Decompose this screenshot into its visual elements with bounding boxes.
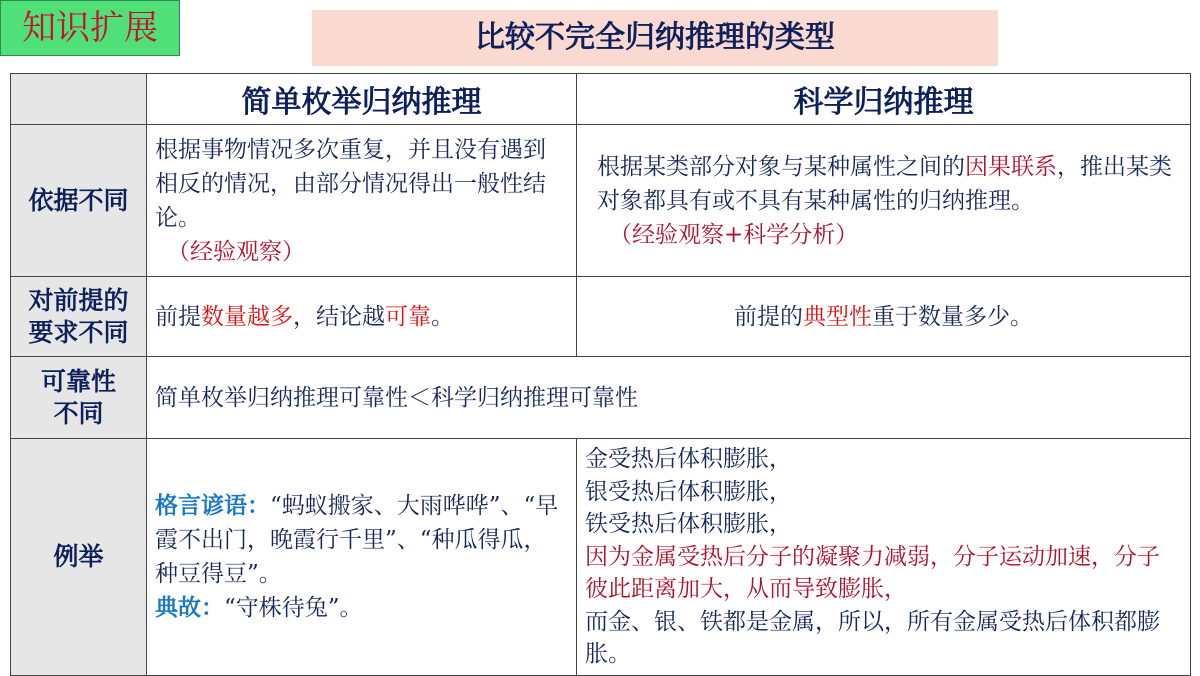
proverbs-text: 格言谚语：“蚂蚁搬家、大雨哗哗”、“早霞不出门，晚霞行千里”、“种瓜得瓜，种豆得豆”。 <box>155 492 559 587</box>
row-premise <box>11 277 1191 357</box>
silver-line: 银受热后体积膨胀， <box>585 478 792 505</box>
reliability-cell: 简单枚举归纳推理可靠性＜科学归纳推理可靠性 <box>147 357 1191 439</box>
quantity-highlight: 数量越多 <box>201 303 293 330</box>
typicality-highlight: 典型性 <box>803 303 872 330</box>
row-examples <box>11 439 1191 676</box>
basis-simple-cell <box>147 125 577 277</box>
allusion-heading: 典故： <box>155 594 224 621</box>
header-simple-enumeration: 简单枚举归纳推理 <box>147 74 577 125</box>
row-basis <box>11 125 1191 277</box>
premise-simple-cell: 前提数量越多，结论越可靠。 <box>147 277 577 357</box>
comparison-table <box>10 73 1191 676</box>
row-label-basis: 依据不同 <box>11 125 147 277</box>
row-label-examples: 例举 <box>11 439 147 676</box>
basis-simple-note: （经验观察） <box>167 238 305 265</box>
iron-line: 铁受热后体积膨胀， <box>585 511 792 537</box>
basis-scientific-text: 根据某类部分对象与某种属性之间的因果联系，推出某类对象都具有或不具有某种属性的归纳推理。 <box>597 153 1172 214</box>
proverbs-heading: 格言谚语： <box>155 492 270 519</box>
page-title: 比较不完全归纳推理的类型 <box>312 10 998 66</box>
gold-line: 金受热后体积膨胀， <box>585 446 792 472</box>
premise-scientific-cell: 前提的典型性重于数量多少。 <box>577 277 1191 357</box>
cause-explanation: 因为金属受热后分子的凝聚力减弱，分子运动加速，分子彼此距离加大，从而导致膨胀， <box>585 543 1160 602</box>
row-reliability <box>11 357 1191 439</box>
basis-simple-text: 根据事物情况多次重复，并且没有遇到相反的情况，由部分情况得出一般性结论。 <box>155 136 546 231</box>
allusion-text: 典故：“守株待兔”。 <box>155 594 363 621</box>
row-label-reliability: 可靠性 不同 <box>11 357 147 439</box>
header-scientific-induction: 科学归纳推理 <box>577 74 1191 125</box>
section-badge: 知识扩展 <box>0 0 180 56</box>
causal-link-highlight: 因果联系 <box>965 153 1057 180</box>
basis-scientific-cell <box>577 125 1191 277</box>
header-row <box>11 74 1191 125</box>
reliable-highlight: 可靠 <box>385 303 431 330</box>
examples-simple-cell <box>147 439 577 676</box>
examples-scientific-cell <box>577 439 1191 676</box>
conclusion-line: 而金、银、铁都是金属，所以，所有金属受热后体积都膨胀。 <box>585 608 1160 667</box>
corner-cell <box>11 74 147 125</box>
basis-scientific-note: （经验观察+科学分析） <box>609 221 859 248</box>
row-label-premise: 对前提的 要求不同 <box>11 277 147 357</box>
